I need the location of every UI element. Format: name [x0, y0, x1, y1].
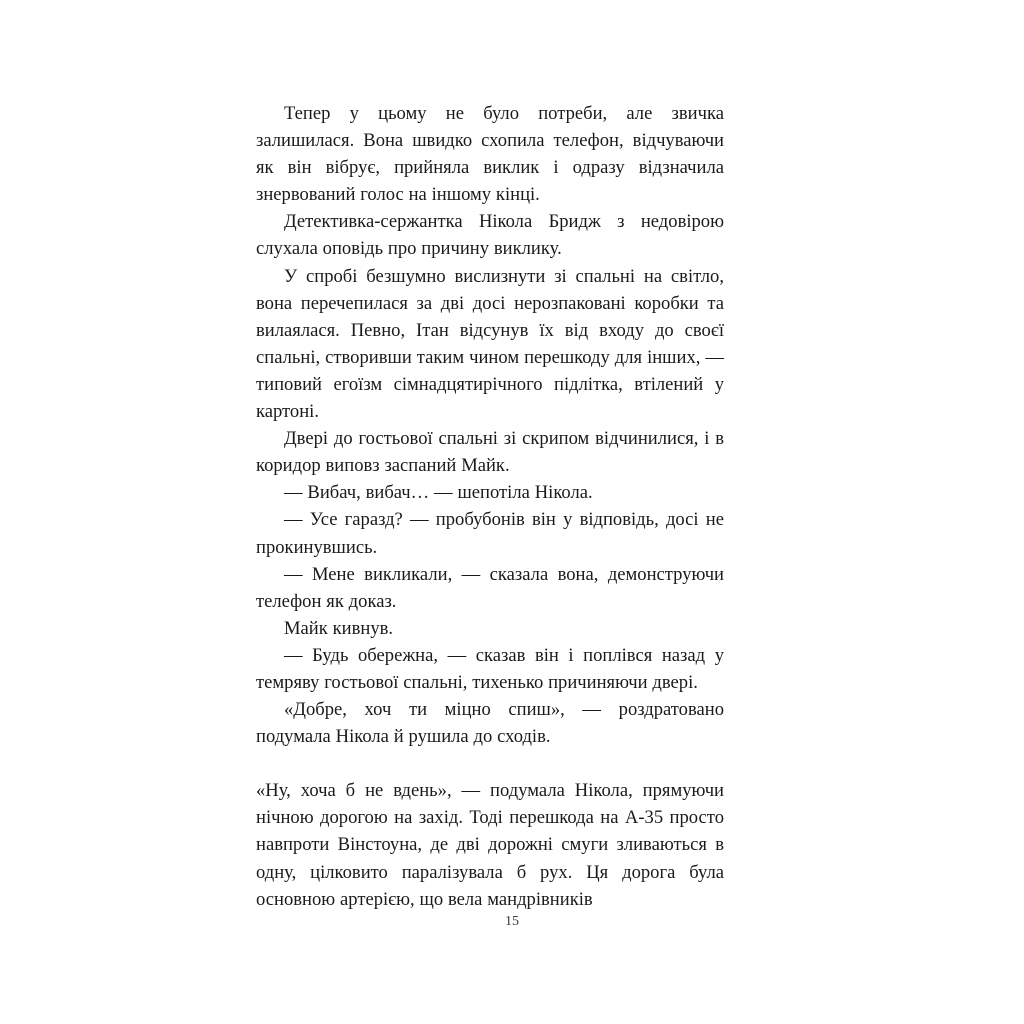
paragraph: Детективка-сержантка Нікола Бридж з недовірою слухала оповідь про причину виклику. — [256, 211, 724, 260]
dialogue-paragraph: — Усе гаразд? — пробубонів він у відповідь, досі не прокинувшись. — [256, 509, 724, 558]
dialogue-paragraph: — Будь обережна, — сказав він і поплівся назад у темряву гостьової спальні, тихенько причиняючи двері. — [256, 644, 724, 693]
section-break — [256, 750, 724, 777]
paragraph: Тепер у цьому не було потреби, але звичка залишилася. Вона швидко схопила телефон, відчуваючи як він вібрує, прийняла виклик і одразу відзначила знервований голос на іншому кінці. — [256, 103, 724, 206]
paragraph: У спробі безшумно вислизнути зі спальні на світло, вона перечепилася за дві досі нерозпаковані коробки та вилаялася. Певно, Ітан відсунув їх від входу до своєї спальні, створивши таким чином перешкоду для інших, — типовий егоїзм сімнадцятирічного підлітка, втілений у картоні. — [256, 265, 724, 423]
page-text-block — [256, 100, 724, 913]
quoted-thought-paragraph: «Ну, хоча б не вдень», — подумала Нікола, прямуючи нічною дорогою на захід. Тоді перешкода на А-35 просто навпроти Вінстоуна, де дві дорожні смуги зливаються в одну, цілковито паралізувала б рух. Ця дорога була основною артерією, що вела мандрівників — [256, 780, 724, 910]
dialogue-paragraph: — Мене викликали, — сказала вона, демонструючи телефон як доказ. — [256, 563, 724, 612]
page-number: 15 — [505, 914, 519, 929]
paragraph: Майк кивнув. — [284, 617, 394, 639]
dialogue-paragraph: — Вибач, вибач… — шепотіла Нікола. — [284, 482, 593, 504]
paragraph: Двері до гостьової спальні зі скрипом відчинилися, і в коридор виповз заспаний Майк. — [256, 428, 724, 477]
quoted-thought-paragraph: «Добре, хоч ти міцно спиш», — роздратовано подумала Нікола й рушила до сходів. — [256, 699, 724, 748]
